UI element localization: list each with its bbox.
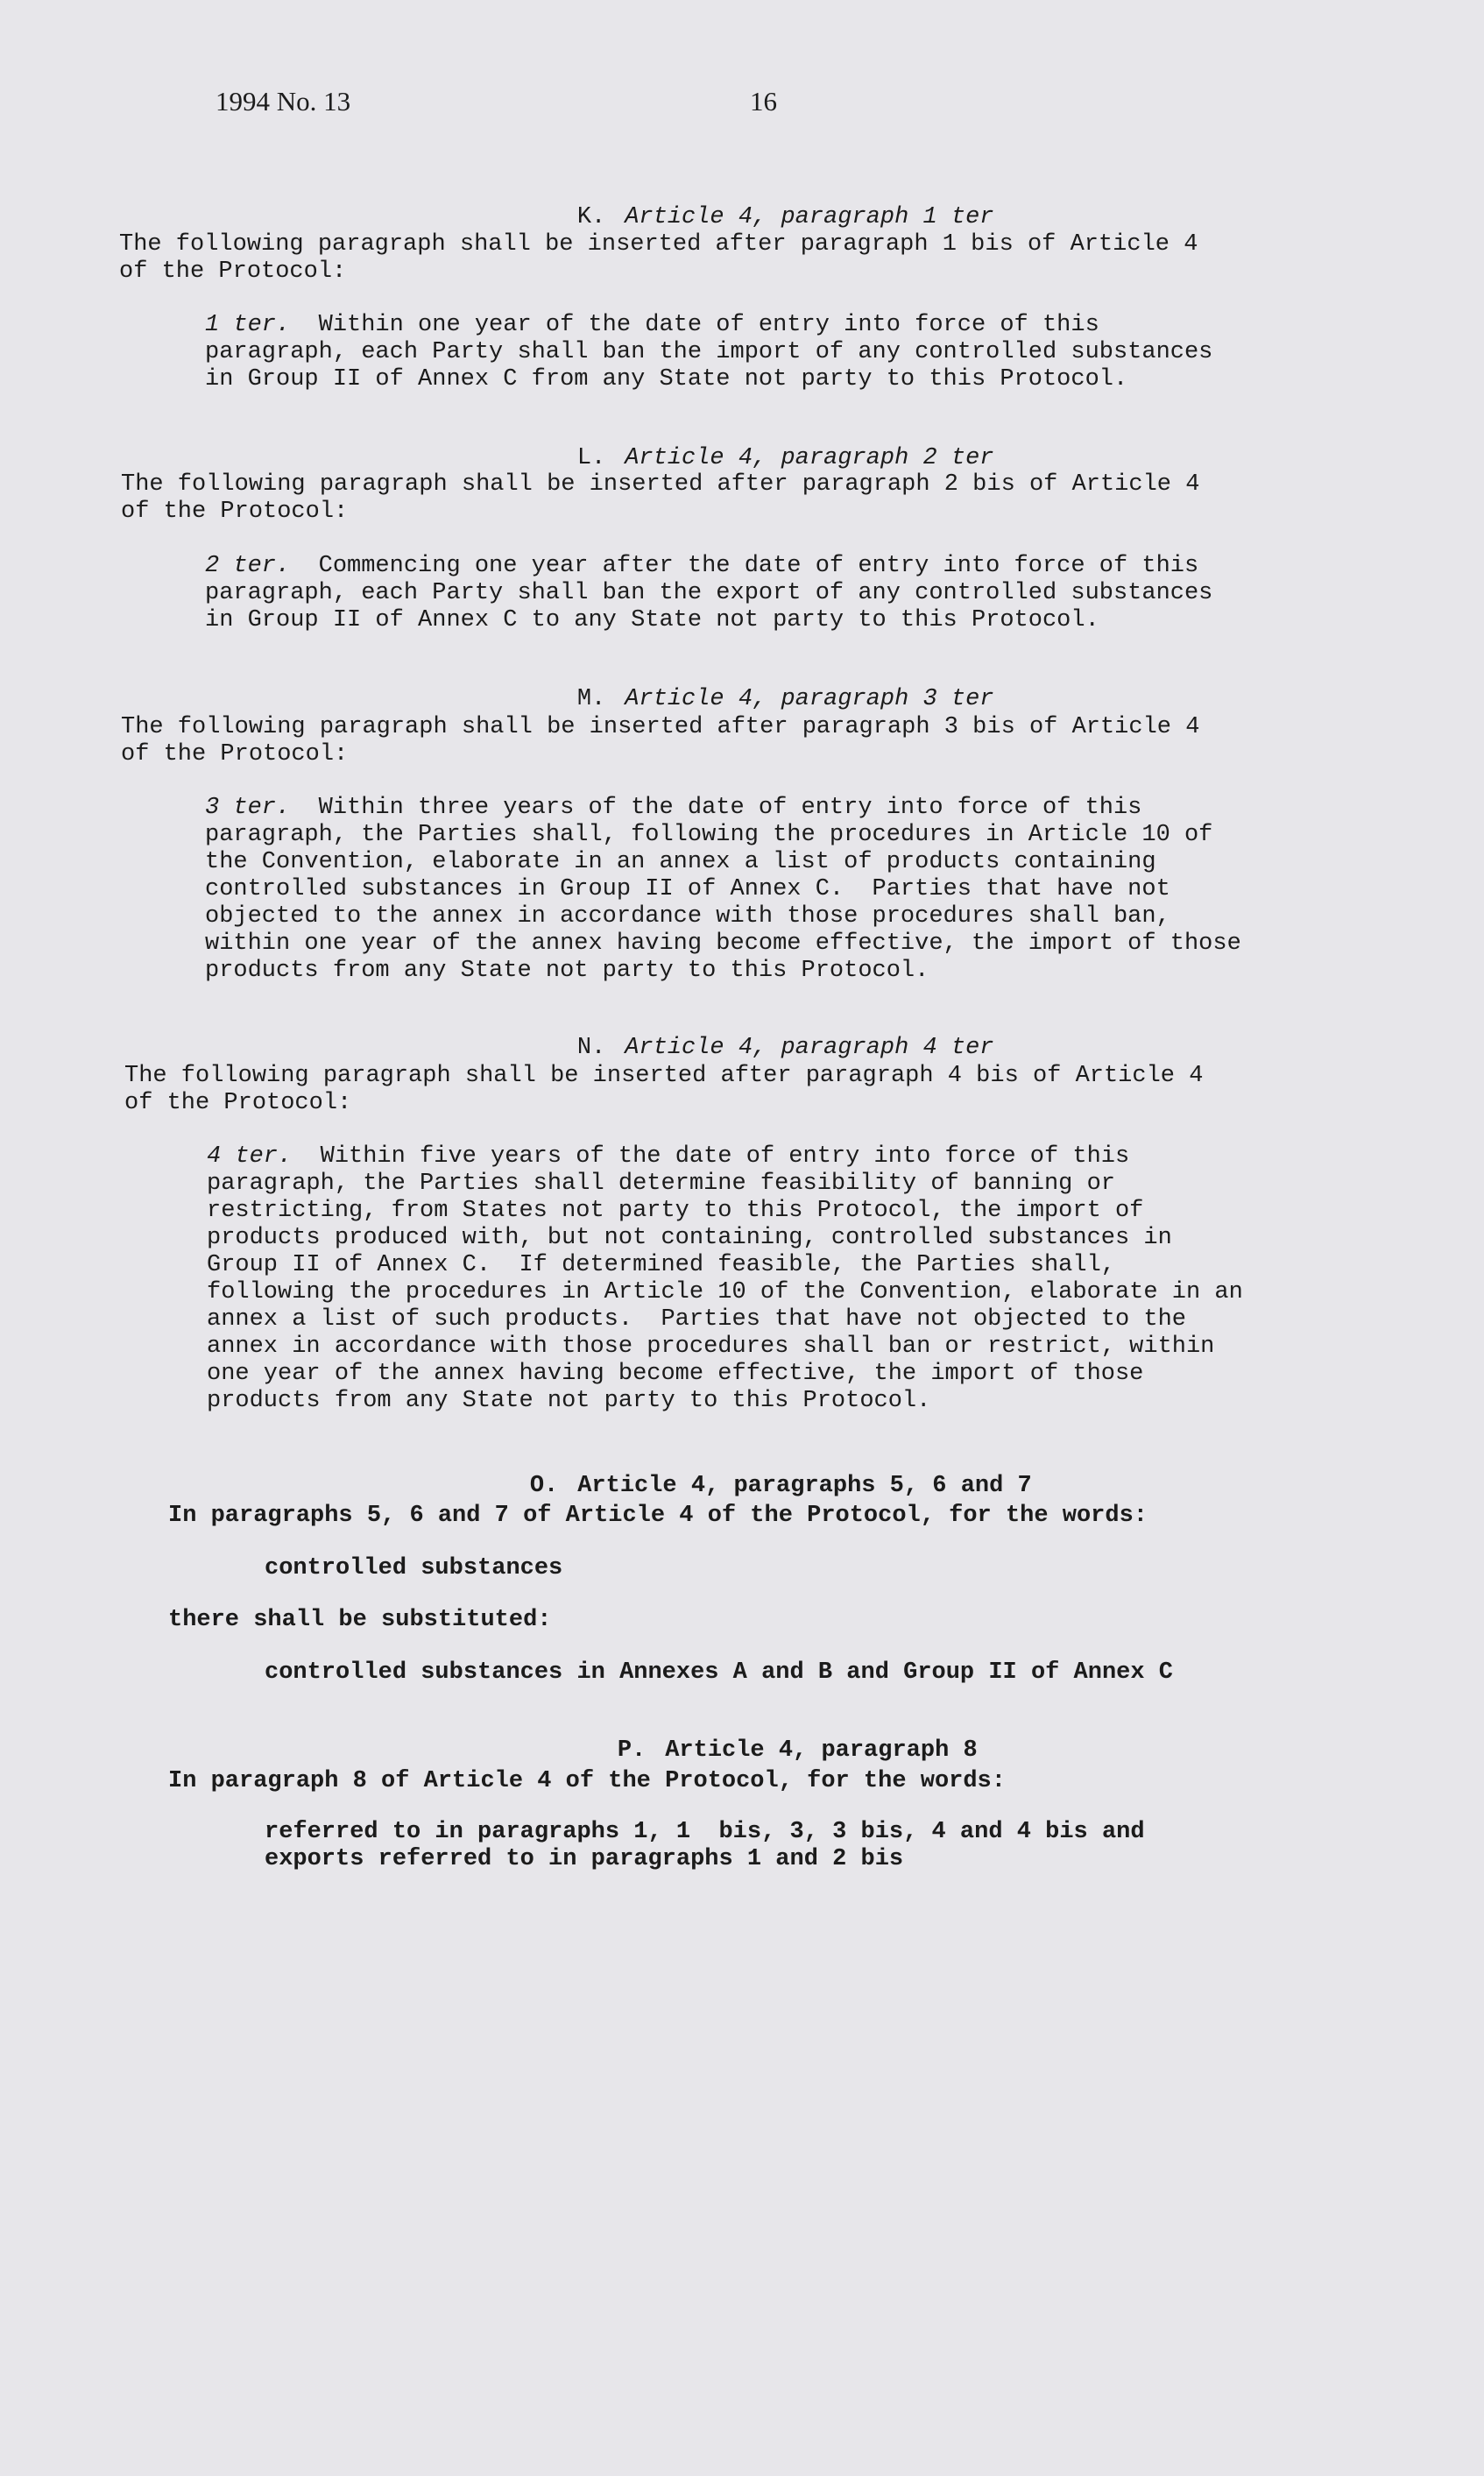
- section-n-title: Article 4, paragraph 4 ter: [625, 1035, 994, 1061]
- section-l-title: Article 4, paragraph 2 ter: [625, 445, 994, 471]
- section-p-letter: P.: [617, 1737, 647, 1764]
- section-k-para-line-2: paragraph, each Party shall ban the import of any controlled substances: [205, 339, 1213, 365]
- section-n-para-line-8: annex in accordance with those procedures shall ban or restrict, within: [207, 1334, 1215, 1360]
- section-l-para-line-3: in Group II of Annex C to any State not party to this Protocol.: [205, 607, 1099, 633]
- section-k-para-line-3: in Group II of Annex C from any State not party to this Protocol.: [205, 366, 1128, 393]
- section-n-intro-line-2: of the Protocol:: [124, 1090, 352, 1116]
- section-l-intro-line-2: of the Protocol:: [121, 499, 349, 525]
- section-l-para-line-1: 2 ter. Commencing one year after the date of entry into force of this: [205, 553, 1199, 579]
- section-n-para-line-9: one year of the annex having become effective, the import of those: [207, 1361, 1144, 1387]
- section-p-line-1: In paragraph 8 of Article 4 of the Protocol, for the words:: [168, 1768, 1006, 1794]
- section-p-quote-line-1: referred to in paragraphs 1, 1 bis, 3, 3 bis, 4 and 4 bis and: [265, 1819, 1145, 1845]
- section-k-intro-line-2: of the Protocol:: [119, 258, 347, 285]
- section-n-para-line-3: restricting, from States not party to this Protocol, the import of: [207, 1198, 1144, 1224]
- section-p-quote-line-2: exports referred to in paragraphs 1 and 2 bis: [265, 1846, 904, 1872]
- section-n-para-line-10: products from any State not party to this Protocol.: [207, 1388, 931, 1414]
- section-m-letter: M.: [576, 686, 606, 712]
- section-n-para-line-7: annex a list of such products. Parties that have not objected to the: [207, 1306, 1186, 1333]
- section-o-quote-2: controlled substances in Annexes A and B and Group II of Annex C: [265, 1659, 1173, 1686]
- section-o-quote-1: controlled substances: [265, 1555, 563, 1581]
- page-number: 16: [750, 86, 777, 117]
- section-n-para-line-4: products produced with, but not containing, controlled substances in: [207, 1225, 1172, 1251]
- section-m-intro-line-1: The following paragraph shall be inserted after paragraph 3 bis of Article 4: [121, 714, 1200, 740]
- section-l-letter: L.: [576, 445, 606, 471]
- section-o-line-1: In paragraphs 5, 6 and 7 of Article 4 of the Protocol, for the words:: [168, 1503, 1148, 1529]
- section-n-para-line-2: paragraph, the Parties shall determine feasibility of banning or: [207, 1171, 1115, 1197]
- section-p-title: Article 4, paragraph 8: [665, 1737, 978, 1764]
- section-m-title: Article 4, paragraph 3 ter: [625, 686, 994, 712]
- section-n-para-line-5: Group II of Annex C. If determined feasible, the Parties shall,: [207, 1252, 1115, 1278]
- section-k-para-line-1: 1 ter. Within one year of the date of entry into force of this: [205, 312, 1099, 338]
- section-l-para-line-2: paragraph, each Party shall ban the export of any controlled substances: [205, 580, 1213, 606]
- section-m-para-line-4: controlled substances in Group II of Annex C. Parties that have not: [205, 876, 1170, 902]
- section-o-line-2: there shall be substituted:: [168, 1607, 552, 1633]
- section-m-para-line-1: 3 ter. Within three years of the date of entry into force of this: [205, 795, 1142, 821]
- section-n-letter: N.: [576, 1035, 606, 1061]
- section-m-para-line-3: the Convention, elaborate in an annex a list of products containing: [205, 849, 1156, 875]
- section-m-para-line-5: objected to the annex in accordance with those procedures shall ban,: [205, 903, 1170, 930]
- section-n-para-line-1: 4 ter. Within five years of the date of entry into force of this: [207, 1143, 1130, 1170]
- section-o-title: Article 4, paragraphs 5, 6 and 7: [577, 1473, 1032, 1499]
- section-l-para-label: 2 ter.: [205, 553, 291, 579]
- section-n-intro-line-1: The following paragraph shall be inserted after paragraph 4 bis of Article 4: [124, 1063, 1204, 1089]
- section-m-para-line-2: paragraph, the Parties shall, following the procedures in Article 10 of: [205, 822, 1213, 848]
- section-m-para-label: 3 ter.: [205, 795, 291, 821]
- section-o-letter: O.: [529, 1473, 559, 1499]
- section-k-para-label: 1 ter.: [205, 312, 291, 338]
- section-n-para-label: 4 ter.: [207, 1143, 293, 1170]
- section-k-letter: K.: [576, 204, 606, 230]
- section-k-intro-line-1: The following paragraph shall be inserted after paragraph 1 bis of Article 4: [119, 231, 1198, 258]
- section-m-para-line-7: products from any State not party to this Protocol.: [205, 958, 929, 984]
- year-number-header: 1994 No. 13: [216, 86, 351, 117]
- section-l-intro-line-1: The following paragraph shall be inserted after paragraph 2 bis of Article 4: [121, 471, 1200, 498]
- section-k-title: Article 4, paragraph 1 ter: [625, 204, 994, 230]
- section-n-para-line-6: following the procedures in Article 10 of the Convention, elaborate in an: [207, 1279, 1243, 1305]
- section-m-intro-line-2: of the Protocol:: [121, 741, 349, 768]
- section-m-para-line-6: within one year of the annex having become effective, the import of those: [205, 930, 1241, 957]
